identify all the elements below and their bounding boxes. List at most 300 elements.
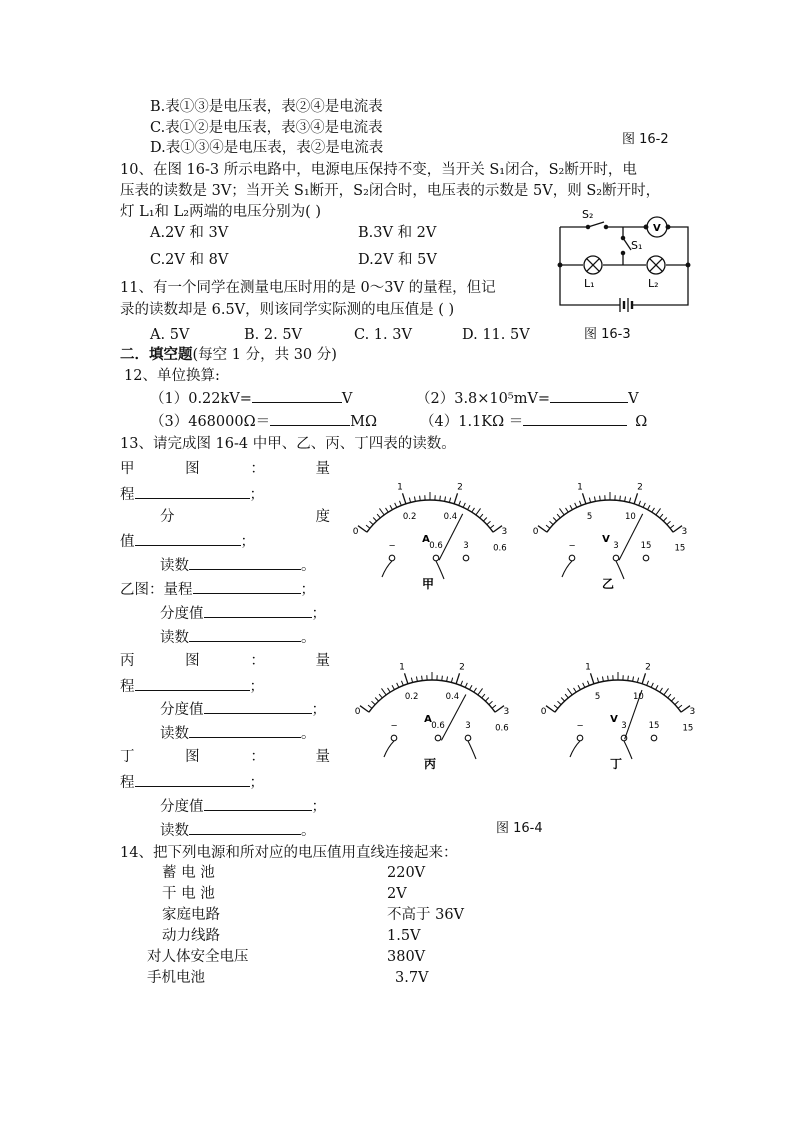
meter-jia-wire bbox=[382, 561, 392, 577]
meter-jia-tick bbox=[402, 493, 405, 503]
q12-item-3-unit: MΩ bbox=[350, 414, 377, 430]
meter-bing-tick bbox=[474, 688, 477, 692]
meter-ding-unit: V bbox=[610, 714, 618, 725]
q13-jia-division-blank[interactable] bbox=[135, 530, 241, 546]
q13-yi-reading bbox=[160, 626, 316, 648]
q13-jia-char-1: 甲 bbox=[120, 461, 135, 477]
meter-bing-tick bbox=[379, 694, 382, 698]
meter-jia-tick bbox=[487, 521, 491, 524]
q14-right-1: 220V bbox=[387, 865, 426, 881]
meter-bing-wire bbox=[384, 741, 394, 757]
q13-bing-char-2: 图 bbox=[185, 653, 200, 669]
q13-ding-reading bbox=[160, 819, 316, 841]
q13-ding-heading bbox=[120, 747, 330, 767]
circuit-label-l2: L₂ bbox=[648, 277, 659, 290]
q10-option-a: A.2V 和 3V bbox=[150, 225, 229, 241]
meter-yi bbox=[525, 460, 695, 591]
meter-jia-tick bbox=[468, 505, 470, 509]
q13-yi-range bbox=[120, 578, 315, 600]
q13-bing-division bbox=[160, 698, 326, 720]
q12-item-2-unit: V bbox=[628, 391, 639, 407]
meter-bing-tick bbox=[465, 683, 467, 688]
meter-ding-tick bbox=[590, 673, 593, 683]
meter-bing-tick bbox=[422, 676, 423, 681]
meter-bing-inner-label: 0.2 bbox=[404, 692, 419, 703]
meter-yi-tick bbox=[620, 496, 621, 501]
q13-ding-division bbox=[160, 795, 326, 817]
q11-option-d: D. 11. 5V bbox=[462, 327, 530, 343]
meter-ding-tick bbox=[565, 694, 568, 698]
meter-jia-tick bbox=[463, 503, 465, 508]
meter-bing-unit: A bbox=[424, 714, 432, 725]
meter-yi-tick bbox=[589, 498, 590, 503]
q14-right-4: 1.5V bbox=[387, 928, 421, 944]
meter-jia-terminal bbox=[463, 555, 469, 561]
meter-bing-tick bbox=[416, 676, 417, 681]
meter-yi-wire bbox=[562, 561, 572, 577]
meter-ding-tick bbox=[587, 681, 589, 686]
q13-jia-reading bbox=[160, 554, 316, 576]
q13-jia-char-2: 图 bbox=[185, 461, 200, 477]
section-note: (每空 1 分，共 30 分) bbox=[192, 347, 337, 363]
q13-jia-heading bbox=[120, 459, 330, 479]
q13-jia-range bbox=[120, 483, 264, 505]
meter-bing-tick bbox=[485, 697, 488, 701]
q13-yi-semicolon-1: ； bbox=[300, 582, 315, 598]
meter-yi-tick bbox=[557, 514, 560, 518]
q13-yi-dushu: 读数 bbox=[160, 630, 189, 646]
q14-left-5: 对人体安全电压 bbox=[147, 949, 249, 965]
q13-bing-char-3: ： bbox=[250, 653, 265, 669]
meter-yi-terminal bbox=[569, 555, 575, 561]
q14-left-4: 动力线路 bbox=[162, 928, 220, 944]
q9-option-c: C.表①②是电压表，表③④是电流表 bbox=[150, 120, 383, 136]
q13-ding-range-blank[interactable] bbox=[135, 771, 250, 787]
meter-ding-inner-label: 15 bbox=[682, 723, 694, 734]
meter-jia-tick bbox=[409, 498, 410, 503]
meter-jia-terminal-label: 3 bbox=[463, 541, 469, 551]
q12-blank-2[interactable] bbox=[550, 387, 628, 403]
q13-jia-fen: 分 bbox=[160, 509, 175, 525]
q14-right-2: 2V bbox=[387, 886, 407, 902]
meter-bing-tick bbox=[360, 706, 369, 712]
meter-yi-tick bbox=[566, 508, 569, 512]
q13-jia-period: 。 bbox=[301, 558, 316, 574]
meter-jia-inner-label: 0.4 bbox=[443, 512, 458, 523]
meter-ding-tick bbox=[574, 688, 577, 692]
meter-yi-tick bbox=[538, 526, 547, 532]
meter-ding-tick bbox=[567, 688, 572, 694]
meter-yi-tick bbox=[575, 503, 577, 508]
q12-item-3-expr: （3）468000Ω＝ bbox=[150, 414, 271, 430]
meter-yi-tick bbox=[670, 525, 674, 528]
meter-bing-wire bbox=[468, 741, 476, 759]
q13-ding-char-4: 量 bbox=[315, 749, 330, 765]
q14-left-2: 干 电 池 bbox=[162, 886, 215, 902]
q10-option-c: C.2V 和 8V bbox=[150, 252, 229, 268]
meter-bing-outer-label: 3 bbox=[503, 706, 510, 717]
q13-bing-char-1: 丙 bbox=[120, 653, 135, 669]
meter-jia-tick bbox=[377, 514, 380, 518]
q13-ding-division-blank[interactable] bbox=[204, 795, 312, 811]
q9-option-b: B.表①③是电压表，表②④是电流表 bbox=[150, 99, 383, 115]
meter-bing-tick bbox=[451, 678, 452, 683]
meter-jia-tick bbox=[445, 496, 446, 501]
meter-jia-outer-label: 1 bbox=[397, 482, 403, 493]
q13-bing-range bbox=[120, 675, 264, 697]
q12-item-2 bbox=[416, 387, 639, 409]
meter-yi-label: 乙 bbox=[601, 577, 615, 591]
meter-bing-tick bbox=[442, 676, 443, 681]
meter-bing-terminal-label: 3 bbox=[465, 721, 471, 731]
meter-ding-tick bbox=[554, 705, 558, 708]
meter-bing-tick bbox=[482, 694, 485, 698]
meter-jia-tick bbox=[454, 493, 457, 503]
meter-jia-wire bbox=[436, 561, 444, 579]
meter-ding bbox=[538, 640, 698, 771]
meter-ding-tick bbox=[642, 673, 645, 683]
meter-yi-outer-label: 2 bbox=[637, 482, 643, 493]
meter-yi-outer-label: 0 bbox=[532, 526, 539, 537]
meter-yi-wire bbox=[616, 561, 624, 579]
meter-jia-tick bbox=[369, 521, 373, 524]
meter-ding-label: 丁 bbox=[609, 757, 623, 771]
meter-ding-terminal-label: − bbox=[576, 721, 584, 731]
q12-item-1 bbox=[150, 387, 352, 409]
meter-yi-inner-label: 10 bbox=[624, 512, 636, 523]
meter-ding-tick bbox=[633, 676, 634, 681]
meter-ding-tick bbox=[675, 701, 679, 704]
meter-bing-terminal bbox=[435, 735, 441, 741]
q13-ding-fenduzhi: 分度值 bbox=[160, 799, 204, 815]
q13-bing-range-blank[interactable] bbox=[135, 675, 250, 691]
q13-jia-dushu: 读数 bbox=[160, 558, 189, 574]
meter-jia-terminal bbox=[389, 555, 395, 561]
meter-ding-tick bbox=[628, 676, 629, 681]
meter-ding-tick bbox=[647, 681, 649, 686]
section-heading-fill-in bbox=[120, 345, 337, 365]
q13-ding-char-3: ： bbox=[250, 749, 265, 765]
meter-ding-tick bbox=[583, 683, 585, 688]
meter-jia-tick bbox=[414, 496, 415, 501]
meter-yi-terminal bbox=[643, 555, 649, 561]
q13-ding-reading-blank[interactable] bbox=[189, 819, 301, 835]
q12-title: 12、单位换算: bbox=[124, 368, 220, 384]
meter-ding-outer-label: 3 bbox=[689, 706, 696, 717]
meter-jia-tick bbox=[490, 525, 494, 528]
q14-right-3: 不高于 36V bbox=[387, 907, 465, 923]
meter-jia-tick bbox=[379, 508, 384, 514]
meter-bing-tick bbox=[489, 701, 493, 704]
meter-ding-tick bbox=[597, 678, 598, 683]
q13-bing-char-4: 量 bbox=[315, 653, 330, 669]
meter-jia bbox=[335, 460, 525, 591]
meter-ding-outer-label: 2 bbox=[645, 662, 651, 673]
meter-yi-tick bbox=[549, 521, 553, 524]
meter-bing bbox=[337, 640, 527, 771]
meter-jia-tick bbox=[358, 526, 367, 532]
meter-jia-tick bbox=[390, 505, 392, 509]
q13-jia-du: 度 bbox=[315, 509, 330, 525]
meter-yi-tick bbox=[656, 508, 661, 514]
q13-bing-reading bbox=[160, 722, 316, 744]
meter-bing-terminal bbox=[391, 735, 397, 741]
meter-ding-tick bbox=[557, 701, 561, 704]
meter-ding-tick bbox=[678, 705, 682, 708]
meter-ding-arc bbox=[555, 680, 681, 712]
meter-jia-tick bbox=[440, 496, 441, 501]
meter-yi-tick bbox=[553, 517, 556, 521]
meter-bing-label: 丙 bbox=[423, 757, 437, 771]
meter-ding-tick bbox=[561, 697, 564, 701]
meter-bing-outer-label: 0 bbox=[354, 706, 361, 717]
meter-bing-arc bbox=[369, 680, 495, 712]
meter-jia-tick bbox=[386, 508, 389, 512]
meter-yi-tick bbox=[579, 501, 581, 506]
circuit-voltmeter-label: V bbox=[653, 223, 661, 234]
q13-bing-dushu: 读数 bbox=[160, 726, 189, 742]
circuit-label-s2: S₂ bbox=[582, 208, 594, 221]
meter-jia-terminal-label: 0.6 bbox=[429, 541, 443, 551]
meter-jia-arc bbox=[367, 500, 493, 532]
circuit-diagram-16-3 bbox=[548, 205, 698, 315]
q13-ding-cheng: 程 bbox=[120, 775, 135, 791]
meter-yi-tick bbox=[648, 505, 650, 509]
meter-ding-tick bbox=[664, 688, 669, 694]
meter-jia-tick bbox=[366, 525, 370, 528]
q13-yi-division-blank[interactable] bbox=[204, 602, 312, 618]
q13-yi-range-label: 乙图：量程 bbox=[120, 582, 193, 598]
meter-jia-unit: A bbox=[422, 534, 430, 545]
q13-jia-semicolon-2: ； bbox=[240, 534, 255, 550]
q11-line1: 11、有一个同学在测量电压时用的是 0～3V 的量程，但记 bbox=[120, 280, 496, 296]
figure-caption-16-2: 图 16-2 bbox=[622, 132, 669, 147]
q13-bing-fenduzhi: 分度值 bbox=[160, 702, 204, 718]
meter-yi-tick bbox=[663, 517, 666, 521]
q14-left-6: 手机电池 bbox=[147, 970, 205, 986]
meter-bing-terminal bbox=[465, 735, 471, 741]
meter-ding-outer-label: 0 bbox=[540, 706, 547, 717]
meter-yi-tick bbox=[594, 496, 595, 501]
q13-bing-cheng: 程 bbox=[120, 679, 135, 695]
meter-jia-inner-label: 0.6 bbox=[493, 543, 507, 554]
meter-ding-inner-label: 10 bbox=[632, 692, 644, 703]
meter-bing-tick bbox=[404, 673, 407, 683]
meter-bing-tick bbox=[381, 688, 386, 694]
meter-jia-terminal-label: − bbox=[388, 541, 396, 551]
q14-left-3: 家庭电路 bbox=[162, 907, 220, 923]
meter-jia-tick bbox=[420, 496, 421, 501]
meter-jia-tick bbox=[373, 517, 376, 521]
meter-ding-wire bbox=[624, 741, 632, 759]
meter-yi-arc bbox=[547, 500, 673, 532]
meter-ding-tick bbox=[608, 676, 609, 681]
meter-bing-tick bbox=[375, 697, 378, 701]
meter-bing-tick bbox=[397, 683, 399, 688]
q12-blank-3[interactable] bbox=[270, 410, 350, 426]
q12-item-4 bbox=[420, 410, 647, 432]
q13-jia-cheng: 程 bbox=[120, 487, 135, 503]
q11-option-a: A. 5V bbox=[150, 327, 190, 343]
meter-yi-tick bbox=[600, 496, 601, 501]
q12-blank-4[interactable] bbox=[523, 410, 627, 426]
meter-bing-tick bbox=[470, 685, 472, 689]
meter-yi-terminal bbox=[613, 555, 619, 561]
meter-ding-tick bbox=[668, 694, 671, 698]
q13-bing-division-blank[interactable] bbox=[204, 698, 312, 714]
meter-yi-tick bbox=[667, 521, 671, 524]
q13-ding-semicolon-1: ； bbox=[249, 775, 264, 791]
meter-yi-tick bbox=[643, 503, 645, 508]
meter-ding-terminal bbox=[621, 735, 627, 741]
meter-ding-tick bbox=[671, 697, 674, 701]
q13-jia-division bbox=[120, 530, 255, 552]
meter-yi-tick bbox=[625, 496, 626, 501]
meter-ding-terminal bbox=[651, 735, 657, 741]
meter-bing-tick bbox=[447, 676, 448, 681]
meter-bing-outer-label: 1 bbox=[399, 662, 405, 673]
meter-jia-terminal bbox=[433, 555, 439, 561]
meter-yi-tick bbox=[546, 525, 550, 528]
meter-bing-tick bbox=[461, 681, 463, 686]
section-title: 二．填空题 bbox=[120, 347, 193, 363]
meter-ding-tick bbox=[546, 706, 555, 712]
meter-ding-tick bbox=[637, 678, 638, 683]
q13-bing-semicolon-2: ； bbox=[311, 702, 326, 718]
meter-yi-inner-label: 15 bbox=[674, 543, 686, 554]
q13-jia-division-heading bbox=[160, 507, 330, 527]
meter-yi-tick bbox=[634, 493, 637, 503]
meter-yi-tick bbox=[570, 505, 572, 509]
figure-caption-16-3: 图 16-3 bbox=[584, 327, 631, 342]
q14-title: 14、把下列电源和所对应的电压值用直线连接起来： bbox=[120, 845, 458, 861]
circuit-label-s1: S₁ bbox=[631, 239, 643, 252]
q13-jia-zhi: 值 bbox=[120, 534, 135, 550]
meter-bing-inner-label: 0.4 bbox=[445, 692, 460, 703]
meter-bing-tick bbox=[368, 705, 372, 708]
q13-jia-char-4: 量 bbox=[315, 461, 330, 477]
q13-ding-char-1: 丁 bbox=[120, 749, 135, 765]
meter-yi-tick bbox=[660, 514, 663, 518]
q13-bing-reading-blank[interactable] bbox=[189, 722, 301, 738]
meter-ding-terminal-label: 15 bbox=[648, 721, 660, 731]
q14-right-5: 380V bbox=[387, 949, 426, 965]
q14-left-1: 蓄 电 池 bbox=[162, 865, 215, 881]
meter-yi-terminal-label: 3 bbox=[613, 541, 619, 551]
meter-yi-tick bbox=[639, 501, 641, 506]
meter-ding-tick bbox=[602, 676, 603, 681]
meter-bing-tick bbox=[401, 681, 403, 686]
meter-bing-terminal-label: 0.6 bbox=[431, 721, 445, 731]
figure-caption-16-4: 图 16-4 bbox=[496, 821, 543, 836]
q12-item-2-expr: （2）3.8×10⁵mV= bbox=[416, 391, 551, 407]
meter-jia-tick bbox=[395, 503, 397, 508]
meter-ding-tick bbox=[660, 688, 663, 692]
q14-right-6: 3.7V bbox=[395, 970, 429, 986]
q12-blank-1[interactable] bbox=[252, 387, 342, 403]
q13-title: 13、请完成图 16-4 中甲、乙、丙、丁四表的读数。 bbox=[120, 436, 456, 452]
meter-jia-outer-label: 2 bbox=[457, 482, 463, 493]
meter-yi-unit: V bbox=[602, 534, 610, 545]
meter-jia-label: 甲 bbox=[421, 577, 435, 591]
q12-item-1-expr: （1）0.22kV= bbox=[150, 391, 252, 407]
q12-item-4-expr: （4）1.1KΩ ＝ bbox=[420, 414, 524, 430]
q12-item-1-unit: V bbox=[341, 391, 353, 407]
meter-jia-tick bbox=[472, 508, 475, 512]
meter-ding-wire bbox=[570, 741, 580, 757]
q12-item-4-unit: Ω bbox=[635, 414, 648, 430]
meter-ding-inner-label: 5 bbox=[594, 692, 601, 703]
meter-bing-tick bbox=[492, 705, 496, 708]
q13-ding-dushu: 读数 bbox=[160, 823, 189, 839]
q10-line2: 压表的读数是 3V；当开关 S₁断开，S₂闭合时，电压表的示数是 5V，则 S₂断开时， bbox=[120, 183, 661, 199]
q9-option-d: D.表①③④是电压表，表②是电流表 bbox=[150, 140, 384, 156]
q11-line2: 录的读数却是 6.5V，则该同学实际测的电压值是 ( ) bbox=[120, 302, 455, 318]
meter-jia-tick bbox=[483, 517, 486, 521]
meter-yi-outer-label: 3 bbox=[681, 526, 688, 537]
meter-jia-outer-label: 3 bbox=[501, 526, 508, 537]
q13-yi-period: 。 bbox=[301, 630, 316, 646]
meter-bing-tick bbox=[478, 688, 483, 694]
meter-ding-terminal-label: 3 bbox=[621, 721, 627, 731]
q13-bing-semicolon-1: ； bbox=[249, 679, 264, 695]
q12-item-3 bbox=[150, 410, 377, 432]
q13-bing-period: 。 bbox=[301, 726, 316, 742]
q13-yi-reading-blank[interactable] bbox=[189, 626, 301, 642]
meter-ding-tick bbox=[578, 685, 580, 689]
meter-yi-outer-label: 1 bbox=[577, 482, 583, 493]
q13-yi-division bbox=[160, 602, 326, 624]
circuit-label-l1: L₁ bbox=[584, 277, 595, 290]
meter-bing-tick bbox=[371, 701, 375, 704]
meter-jia-inner-label: 0.2 bbox=[402, 512, 417, 523]
q13-jia-range-blank[interactable] bbox=[135, 483, 250, 499]
meter-bing-tick bbox=[388, 688, 391, 692]
q13-yi-semicolon-2: ； bbox=[311, 606, 326, 622]
q13-yi-fenduzhi: 分度值 bbox=[160, 606, 204, 622]
meter-yi-tick bbox=[559, 508, 564, 514]
q13-jia-char-3: ： bbox=[250, 461, 265, 477]
meter-jia-tick bbox=[476, 508, 481, 514]
q10-line3: 灯 L₁和 L₂两端的电压分别为( ) bbox=[120, 204, 322, 220]
q11-option-c: C. 1. 3V bbox=[354, 327, 412, 343]
meter-ding-outer-label: 1 bbox=[585, 662, 591, 673]
meter-yi-terminal-label: 15 bbox=[640, 541, 652, 551]
meter-bing-tick bbox=[392, 685, 394, 689]
q13-ding-period: 。 bbox=[301, 823, 316, 839]
meter-jia-tick bbox=[480, 514, 483, 518]
meter-yi-tick bbox=[629, 498, 630, 503]
q13-yi-range-blank[interactable] bbox=[193, 578, 301, 594]
meter-bing-tick bbox=[411, 678, 412, 683]
meter-bing-tick bbox=[456, 673, 459, 683]
meter-bing-outer-label: 2 bbox=[459, 662, 465, 673]
meter-yi-terminal-label: − bbox=[568, 541, 576, 551]
meter-jia-tick bbox=[449, 498, 450, 503]
q10-option-d: D.2V 和 5V bbox=[358, 252, 437, 268]
meter-jia-tick bbox=[459, 501, 461, 506]
meter-yi-inner-label: 5 bbox=[586, 512, 593, 523]
meter-ding-tick bbox=[656, 685, 658, 689]
q13-jia-reading-blank[interactable] bbox=[189, 554, 301, 570]
q10-line1: 10、在图 16-3 所示电路中，电源电压保持不变，当开关 S₁闭合，S₂断开时，电 bbox=[120, 162, 637, 178]
meter-jia-outer-label: 0 bbox=[352, 526, 359, 537]
meter-jia-tick bbox=[399, 501, 401, 506]
meter-yi-tick bbox=[582, 493, 585, 503]
q13-ding-range bbox=[120, 771, 264, 793]
q11-option-b: B. 2. 5V bbox=[244, 327, 303, 343]
meter-ding-tick bbox=[651, 683, 653, 688]
